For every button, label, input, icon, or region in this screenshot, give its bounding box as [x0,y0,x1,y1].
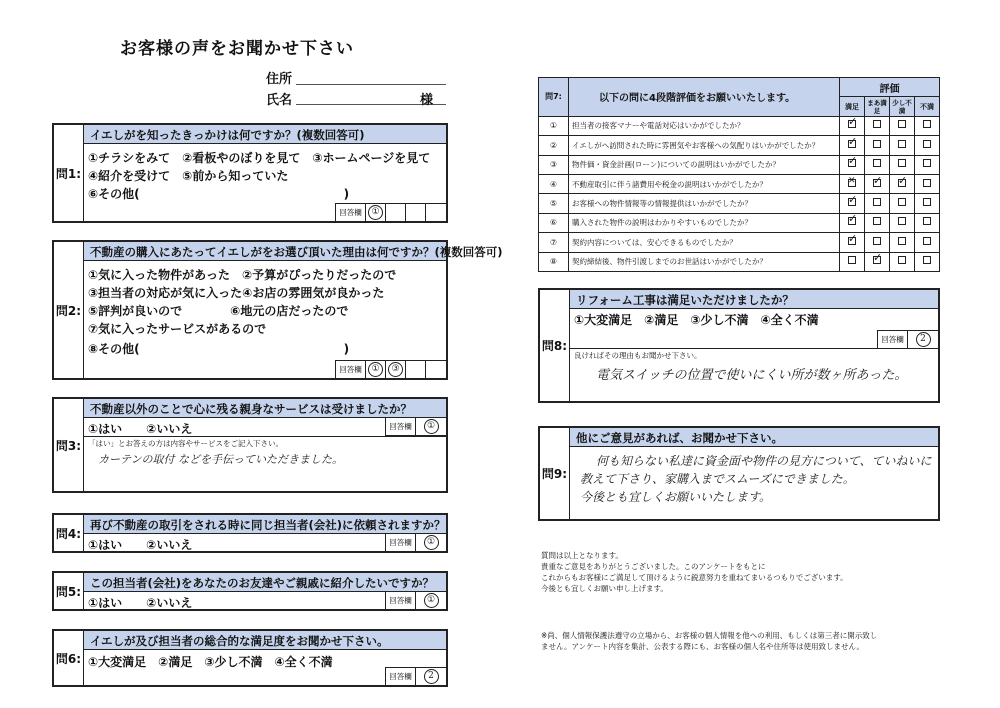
handwritten-comment[interactable]: カーテンの取付 などを手伝っていただきました。 [98,453,343,466]
rating-checkbox[interactable] [840,116,865,135]
item-number: ② [539,136,569,155]
rating-row [539,116,940,135]
question-9 [538,426,940,521]
question-text: イエしが及び担当者の総合的な満足度をお聞かせ下さい。 [84,631,446,650]
rating-row [539,194,940,213]
divider [570,348,938,349]
item-number: ① [539,116,569,135]
rating-checkbox[interactable] [915,233,940,252]
item-text: 契約締結後、物件引渡しまでのお世話はいかがでしたか？ [569,252,840,271]
answer-cell[interactable] [426,204,446,221]
address-label: 住所 [266,72,293,87]
handwritten-comment[interactable]: 電気スイッチの位置で使いにくい所が数ヶ所あった。 [596,368,908,383]
item-number: ⑧ [539,252,569,271]
question-text: 再び不動産の取引をされる時に同じ担当者(会社)に依頼されますか？ [84,515,446,534]
question-number: 問7: [539,78,569,117]
answer-label: 回答欄 [386,592,416,609]
rating-checkbox[interactable] [915,136,940,155]
answer-box[interactable] [385,418,446,436]
handwritten-comment[interactable]: 何も知らない私達に資金面や物件の見方について、ていねいに [596,454,932,468]
rating-checkbox[interactable] [840,233,865,252]
answer-label: 回答欄 [386,668,416,685]
rating-checkbox[interactable] [890,136,915,155]
scale-label: 満足 [840,97,865,116]
rating-checkbox[interactable] [865,174,890,193]
rating-checkbox[interactable] [890,213,915,232]
rating-checkbox[interactable] [840,174,865,193]
option-line: ①はい ②いいえ [88,596,193,610]
answer-box[interactable] [335,203,446,221]
question-text: 不動産の購入にあたってイエしがをお選び頂いた理由は何ですか？(複数回答可) [84,242,446,261]
question-number: 問9: [540,428,570,519]
rating-checkbox[interactable] [915,252,940,271]
rating-checkbox[interactable] [915,194,940,213]
rating-checkbox[interactable] [890,174,915,193]
item-number: ③ [539,155,569,174]
option-line: ⑤評判が良いので ⑥地元の店だったので [88,304,349,318]
rating-table [538,77,940,272]
option-line: ①大変満足 ②満足 ③少し不満 ④全く不満 [574,313,819,327]
option-line: ⑥その他( ) [88,187,350,201]
rating-checkbox[interactable] [865,116,890,135]
item-text: お客様への物件情報等の情報提供はいかがでしたか？ [569,194,840,213]
name-label: 氏名 [266,93,293,108]
item-number: ④ [539,174,569,193]
option-line: ①気に入った物件があった ②予算がぴったりだったので [88,268,397,282]
question-number: 問2: [54,242,84,378]
question-number: 問4: [54,515,84,551]
rating-checkbox[interactable] [890,116,915,135]
question-number: 問5: [54,573,84,609]
answer-cell[interactable] [426,361,446,378]
scale-label: まあ満足 [865,97,890,116]
question-text: 他にご意見があれば、お聞かせ下さい。 [570,428,938,447]
answer-cell[interactable]: ③ [386,361,406,378]
answer-cell[interactable] [406,361,426,378]
rating-row [539,233,940,252]
rating-row [539,174,940,193]
rating-checkbox[interactable] [840,252,865,271]
answer-box[interactable] [877,330,938,348]
answer-label: 回答欄 [336,361,366,378]
rating-checkbox[interactable] [865,155,890,174]
answer-cell[interactable]: ① [416,534,446,551]
question-number: 問1: [54,125,84,221]
item-text: 契約内容については、安心できるものでしたか？ [569,233,840,252]
answer-box[interactable] [385,591,446,609]
answer-label: 回答欄 [336,204,366,221]
item-text: 物件価・資金計画(ローン)についての説明はいかがでしたか？ [569,155,840,174]
option-line: ①大変満足 ②満足 ③少し不満 ④全く不満 [88,655,333,669]
question-number: 問6: [54,631,84,685]
question-text: リフォーム工事は満足いただけましたか？ [570,290,938,309]
rating-header: 評価 [840,78,940,97]
rating-checkbox[interactable] [890,155,915,174]
answer-label: 回答欄 [386,534,416,551]
question-text: この担当者(会社)をあなたのお友達やご親戚に紹介したいですか？ [84,573,446,592]
answer-cell[interactable] [406,204,426,221]
page-title: お客様の声をお聞かせ下さい [120,39,354,59]
rating-checkbox[interactable] [890,233,915,252]
rating-checkbox[interactable] [890,194,915,213]
rating-row [539,213,940,232]
rating-checkbox[interactable] [865,213,890,232]
handwritten-comment[interactable]: 教えて下さり、家購入までスムーズにできました。 [580,472,855,486]
answer-box[interactable] [335,360,446,378]
rating-checkbox[interactable] [865,194,890,213]
question-3 [52,397,448,493]
rating-checkbox[interactable] [865,252,890,271]
item-text: 担当者の接客マナーや電話対応はいかがでしたか？ [569,116,840,135]
option-line: ④紹介を受けて ⑤前から知っていた [88,169,289,183]
question-2 [52,240,503,380]
answer-cell[interactable]: ① [366,361,386,378]
rating-checkbox[interactable] [865,136,890,155]
option-line: ①チラシをみて ②看板やのぼりを見て ③ホームページを見て [88,151,431,165]
item-text: 購入された物件の説明はわかりやすいものでしたか？ [569,213,840,232]
closing-message: 質問は以上となります。 貴重なご意見をありがとうございました。このアンケートをもとに これからもお客様にご満足して頂けるように鋭意努力を重ねてまいるつもりでございます。 今後とも宜しくお願い申し上げます。 [541,551,848,593]
answer-cell[interactable]: ① [366,204,386,221]
question-1 [52,123,448,223]
note-text: 「はい」とお答えの方は内容やサービスをご記入下さい。 [88,439,283,448]
option-line: ⑧その他( ) [88,342,350,356]
note-text: 良ければその理由もお聞かせ下さい。 [574,351,702,360]
answer-box[interactable] [385,667,446,685]
rating-checkbox[interactable] [840,136,865,155]
answer-cell[interactable]: 2 [908,331,938,348]
divider [84,436,446,437]
rating-row [539,155,940,174]
question-text: 以下の問に4段階評価をお願いいたします。 [569,78,840,117]
answer-cell[interactable]: ① [416,592,446,609]
item-text: イエしがへ訪問された時に雰囲気やお客様への気配りはいかがでしたか？ [569,136,840,155]
option-line: ⑦気に入ったサービスがあるので [88,322,267,336]
scale-label: 不満 [915,97,940,116]
privacy-notice: ※尚、個人情報保護法遵守の立場から、お客様の個人情報を他への利用、もしくは第三者に開示致し ません。アンケート内容を集計、公表する際にも、お客様の個人名や住所等は使用致しません。 [541,631,878,651]
answer-cell[interactable]: ① [416,418,446,435]
rating-checkbox[interactable] [890,252,915,271]
rating-checkbox[interactable] [915,155,940,174]
address-field[interactable] [296,84,446,85]
question-number: 問3: [54,399,84,491]
question-8 [538,288,940,403]
rating-checkbox[interactable] [840,194,865,213]
rating-checkbox[interactable] [840,155,865,174]
rating-checkbox[interactable] [840,213,865,232]
answer-cell[interactable] [386,204,406,221]
question-text: 不動産以外のことで心に残る親身なサービスは受けましたか？ [84,399,446,418]
item-number: ⑦ [539,233,569,252]
question-number: 問8: [540,290,570,401]
rating-checkbox[interactable] [915,116,940,135]
question-5 [52,571,448,611]
answer-label: 回答欄 [386,418,416,435]
answer-cell[interactable]: 2 [416,668,446,685]
rating-checkbox[interactable] [865,233,890,252]
rating-checkbox[interactable] [915,174,940,193]
item-number: ⑥ [539,213,569,232]
option-line: ①はい ②いいえ [88,538,193,552]
question-4 [52,513,448,553]
option-line: ①はい ②いいえ [88,422,193,436]
handwritten-comment[interactable]: 今後とも宜しくお願いいたします。 [580,490,772,504]
option-line: ③担当者の対応が気に入った④お店の雰囲気が良かった [88,286,385,300]
rating-checkbox[interactable] [915,213,940,232]
answer-label: 回答欄 [878,331,908,348]
rating-row [539,136,940,155]
item-number: ⑤ [539,194,569,213]
honorific: 様 [420,93,434,108]
rating-row [539,252,940,271]
item-text: 不動産取引に伴う諸費用や税金の説明はいかがでしたか？ [569,174,840,193]
scale-label: 少し不満 [890,97,915,116]
question-6 [52,629,448,687]
answer-box[interactable] [385,533,446,551]
question-text: イエしがを知ったきっかけは何ですか？(複数回答可) [84,125,446,144]
